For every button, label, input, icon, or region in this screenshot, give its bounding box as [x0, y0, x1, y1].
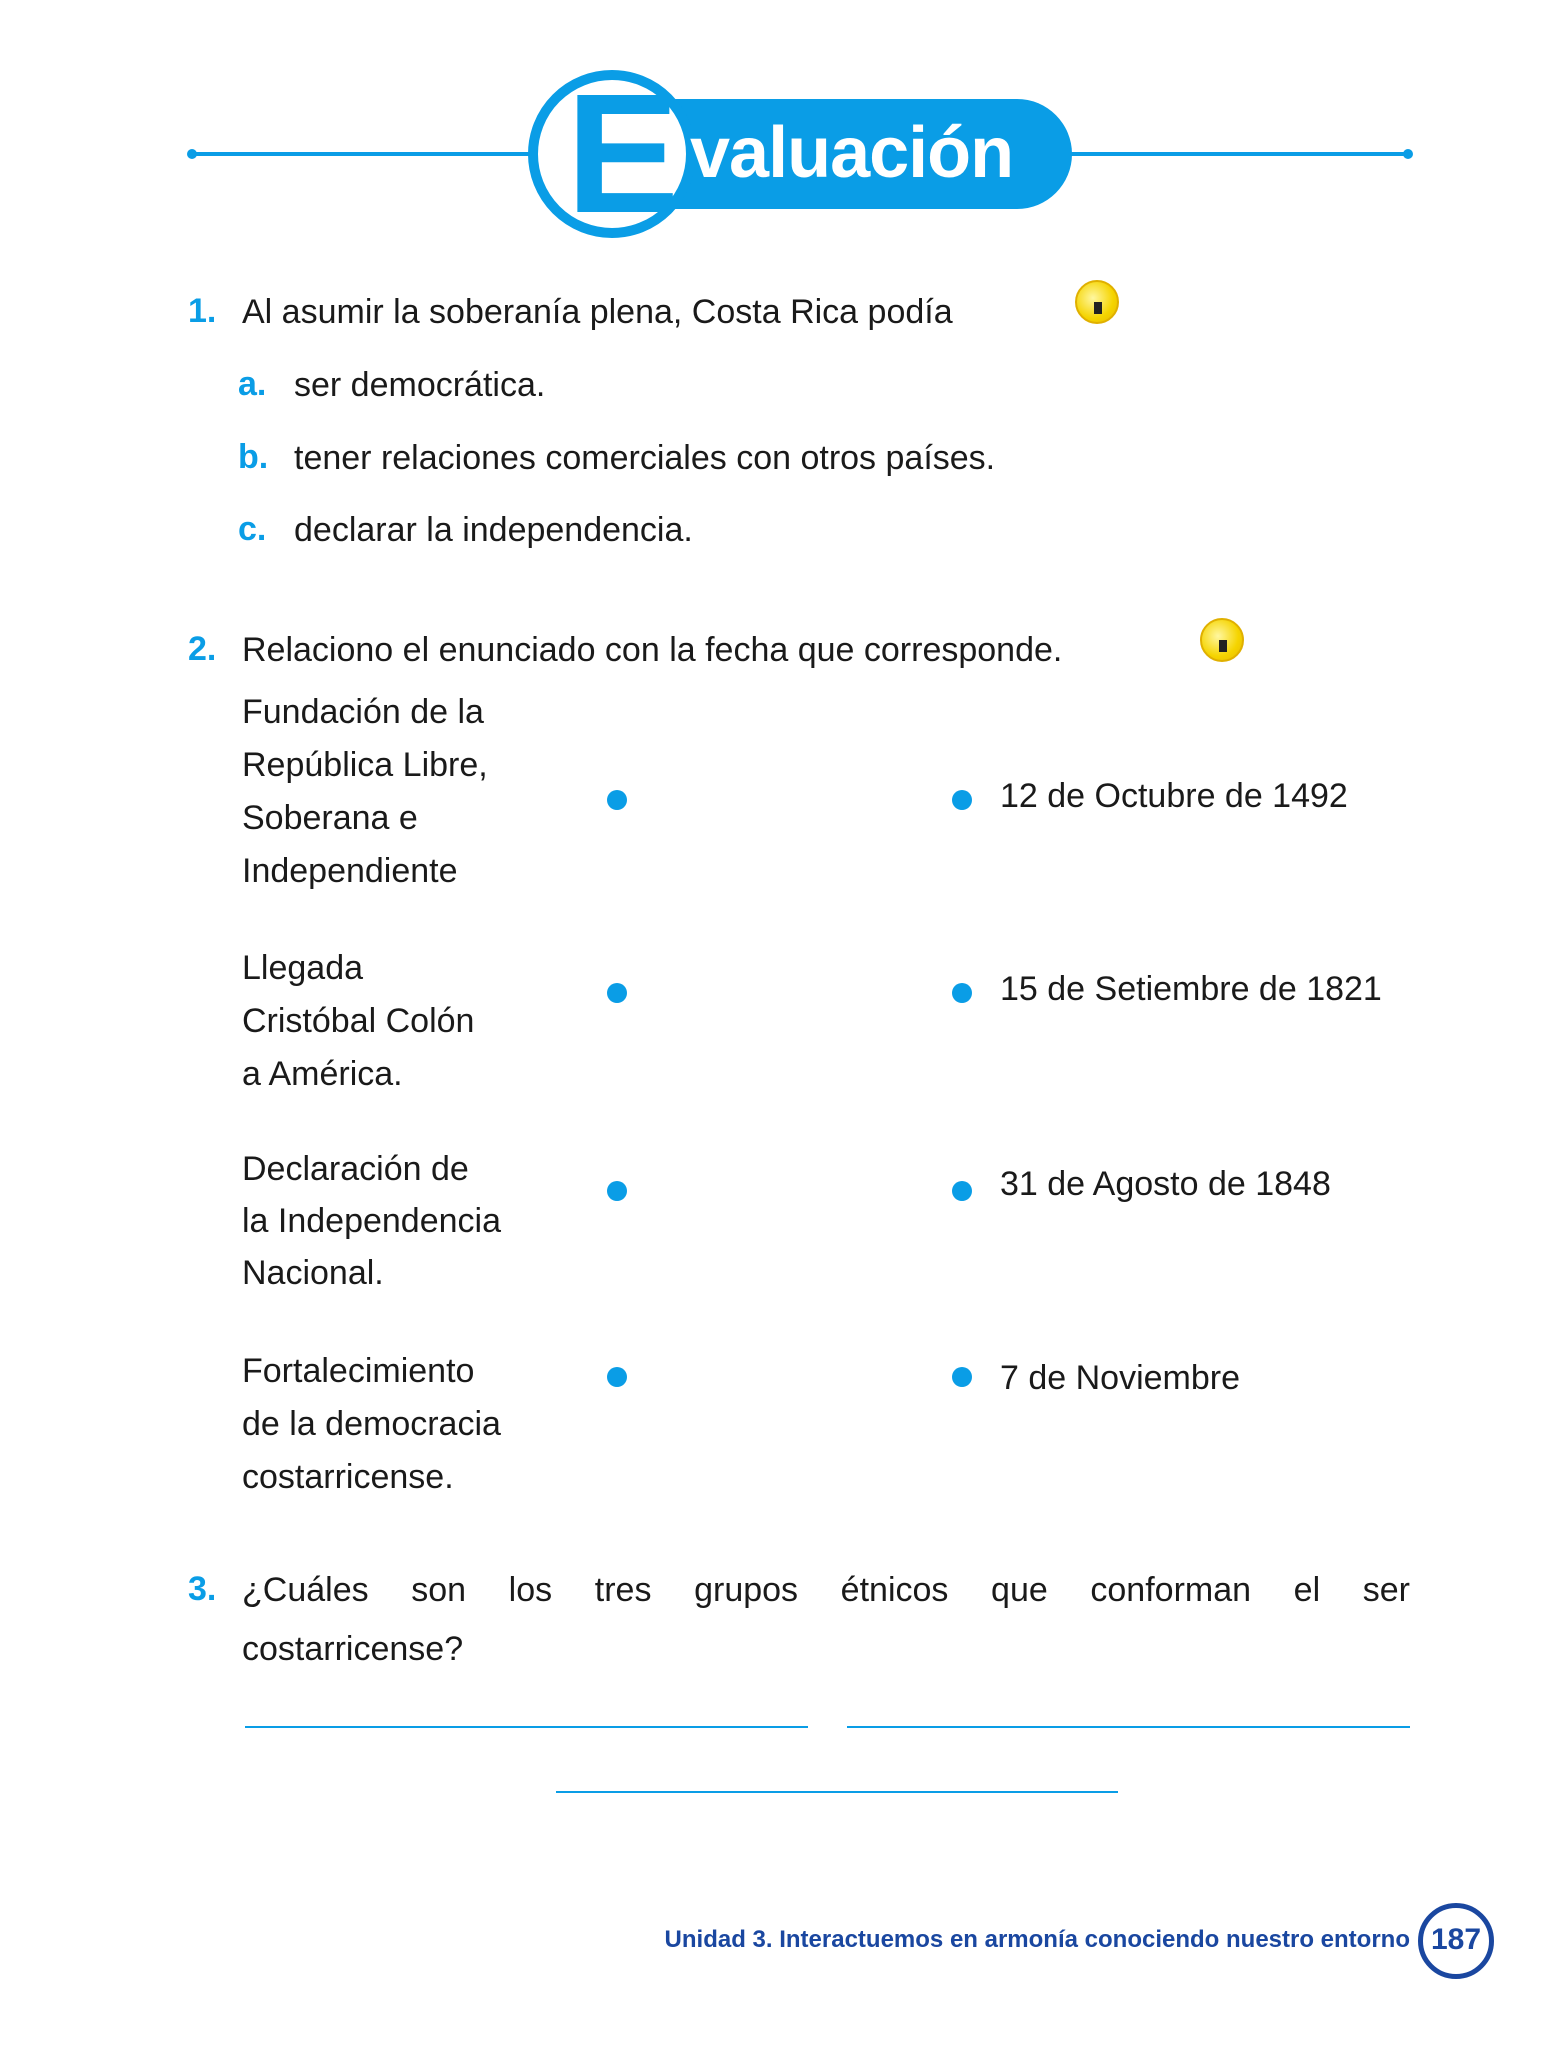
question-text: Al asumir la soberanía plena, Costa Rica podía — [242, 293, 953, 331]
option-letter: c. — [238, 510, 267, 548]
statement-line: Independiente — [242, 852, 458, 890]
statement-line: de la democracia — [242, 1405, 501, 1443]
match-dot-left[interactable] — [607, 1181, 627, 1201]
date-label: 15 de Setiembre de 1821 — [1000, 970, 1382, 1008]
statement-line: costarricense. — [242, 1458, 454, 1496]
statement-line: Fortalecimiento — [242, 1352, 475, 1390]
match-dot-left[interactable] — [607, 790, 627, 810]
unit-title: Unidad 3. Interactuemos en armonía conociendo nuestro entorno — [664, 1926, 1410, 1953]
statement — [242, 1345, 501, 1504]
answer-line[interactable] — [556, 1791, 1118, 1793]
statement-line: Llegada — [242, 949, 364, 987]
statement-line: a América. — [242, 1055, 403, 1093]
option-text[interactable]: ser democrática. — [294, 366, 546, 404]
rule-endpoint — [1403, 149, 1413, 159]
question-text: Relaciono el enunciado con la fecha que corresponde. — [242, 631, 1063, 669]
question-text-cont: costarricense? — [242, 1630, 464, 1668]
statement-line: República Libre, — [242, 746, 488, 784]
statement — [242, 686, 488, 898]
date-label: 31 de Agosto de 1848 — [1000, 1165, 1331, 1203]
option-letter: b. — [238, 438, 269, 476]
question-number: 2. — [188, 630, 217, 668]
date-label: 7 de Noviembre — [1000, 1359, 1241, 1397]
match-dot-left[interactable] — [607, 1367, 627, 1387]
statement-line: Nacional. — [242, 1254, 384, 1292]
option-letter: a. — [238, 365, 267, 403]
option-text[interactable]: declarar la independencia. — [294, 511, 693, 549]
header-rule-left — [192, 152, 532, 156]
statement-line: Declaración de — [242, 1150, 469, 1188]
title-initial: E — [566, 59, 680, 249]
question-text: ¿Cuáles son los tres grupos étnicos que conforman el ser — [242, 1571, 1410, 1609]
lightbulb-icon — [1075, 280, 1119, 324]
statement-line: Fundación de la — [242, 693, 484, 731]
statement — [242, 1143, 501, 1299]
question-number: 1. — [188, 292, 217, 330]
statement-line: la Independencia — [242, 1202, 502, 1240]
answer-line[interactable] — [847, 1726, 1410, 1728]
header-rule-right — [1070, 152, 1410, 156]
rule-endpoint — [187, 149, 197, 159]
match-dot-right[interactable] — [952, 790, 972, 810]
answer-line[interactable] — [245, 1726, 808, 1728]
statement — [242, 942, 474, 1101]
page-number: 187 — [1418, 1903, 1494, 1979]
lightbulb-icon — [1200, 618, 1244, 662]
date-label: 12 de Octubre de 1492 — [1000, 777, 1348, 815]
match-dot-right[interactable] — [952, 1181, 972, 1201]
option-text[interactable]: tener relaciones comerciales con otros países. — [294, 439, 996, 477]
match-dot-right[interactable] — [952, 983, 972, 1003]
match-dot-right[interactable] — [952, 1367, 972, 1387]
match-dot-left[interactable] — [607, 983, 627, 1003]
page-title: valuación — [690, 113, 1014, 193]
statement-line: Cristóbal Colón — [242, 1002, 475, 1040]
question-number: 3. — [188, 1570, 217, 1608]
statement-line: Soberana e — [242, 799, 418, 837]
